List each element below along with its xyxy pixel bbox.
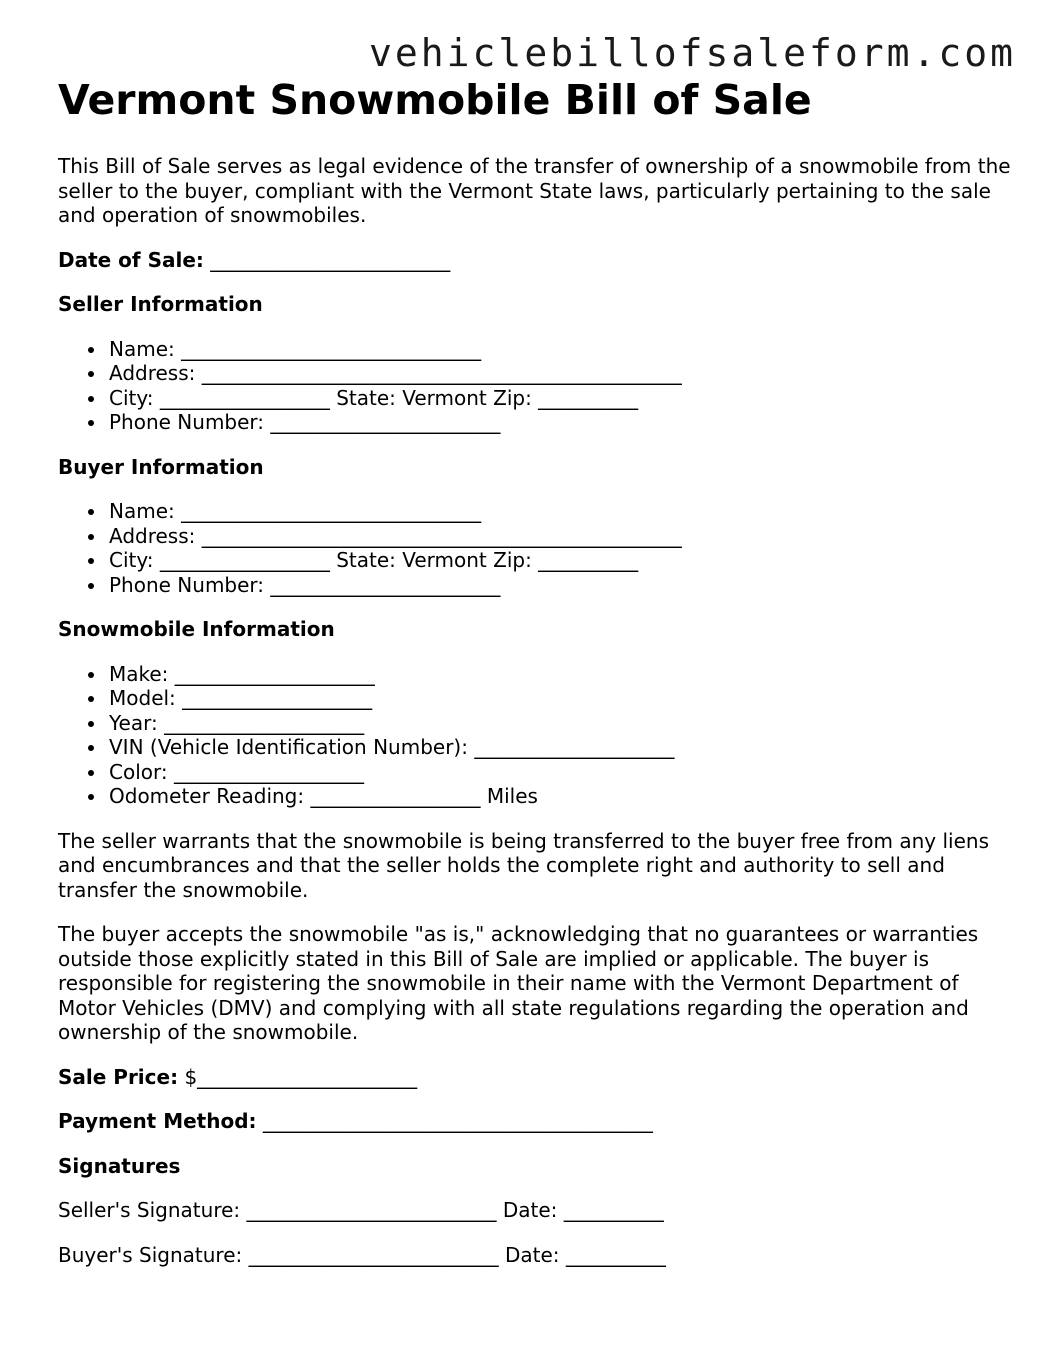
buyer-info-list: [58, 499, 1018, 597]
buyer-city-state-zip-field: City: _________________ State: Vermont Zip: __________: [109, 548, 1018, 573]
buyer-name-field: Name: ______________________________: [109, 499, 1018, 524]
seller-address-field: Address: ________________________________________________: [109, 361, 1018, 386]
snowmobile-year-field: Year: ____________________: [109, 711, 1018, 736]
date-of-sale-label: Date of Sale:: [58, 247, 204, 272]
sale-price-blank: $______________________: [184, 1064, 418, 1089]
warranty-paragraph: The seller warrants that the snowmobile is being transferred to the buyer free from any liens and encumbrances and that the seller holds the complete right and authority to sell and transfer the snowmobile.: [58, 828, 989, 902]
buyer-address-field: Address: ________________________________________________: [109, 524, 1018, 549]
snowmobile-model-field: Model: ___________________: [109, 686, 1018, 711]
buyer-phone-field: Phone Number: _______________________: [109, 573, 1018, 598]
seller-section-heading: Seller Information: [58, 292, 263, 316]
as-is-paragraph: The buyer accepts the snowmobile "as is," acknowledging that no guarantees or warranties outside those explicitly stated in this Bill of Sale are implied or applicable. The buyer is responsible for registering the snowmobile in their name with the Vermont Department of Motor Vehicles (DMV) and complying with all state regulations regarding the operation and ownership of the snowmobile.: [58, 922, 979, 1044]
document-title: Vermont Snowmobile Bill of Sale: [58, 76, 812, 124]
snowmobile-vin-field: VIN (Vehicle Identification Number): ____________________: [109, 735, 1018, 760]
buyer-section-heading: Buyer Information: [58, 454, 264, 479]
signatures-section-heading: Signatures: [58, 1153, 181, 1178]
seller-city-state-zip-field: City: _________________ State: Vermont Zip: __________: [109, 386, 1018, 411]
date-of-sale-blank: ________________________: [210, 247, 451, 272]
payment-method-field: [58, 1109, 1018, 1134]
site-watermark: vehiclebillofsaleform.com: [369, 31, 1016, 75]
snowmobile-odometer-field: Odometer Reading: _________________ Miles: [109, 784, 1018, 809]
sale-price-field: [58, 1065, 1018, 1090]
date-of-sale-field: [58, 248, 1018, 273]
document-body: [58, 76, 1018, 1267]
snowmobile-make-field: Make: ____________________: [109, 662, 1018, 687]
payment-method-label: Payment Method:: [58, 1109, 257, 1133]
seller-info-list: [58, 337, 1018, 435]
intro-paragraph: This Bill of Sale serves as legal evidence of the transfer of ownership of a snowmobile from the seller to the buyer, compliant with the Vermont State laws, particularly pertaining to the sale and operation of snowmobiles.: [58, 154, 1011, 227]
seller-signature-line: Seller's Signature: _________________________ Date: __________: [58, 1198, 664, 1222]
snowmobile-color-field: Color: ___________________: [109, 760, 1018, 785]
sale-price-label: Sale Price:: [58, 1064, 179, 1089]
seller-name-field: Name: ______________________________: [109, 337, 1018, 362]
snowmobile-info-list: [58, 662, 1018, 809]
payment-method-blank: _______________________________________: [262, 1109, 653, 1133]
snowmobile-section-heading: Snowmobile Information: [58, 617, 335, 641]
buyer-signature-line: Buyer's Signature: _________________________ Date: __________: [58, 1242, 666, 1267]
seller-phone-field: Phone Number: _______________________: [109, 410, 1018, 435]
